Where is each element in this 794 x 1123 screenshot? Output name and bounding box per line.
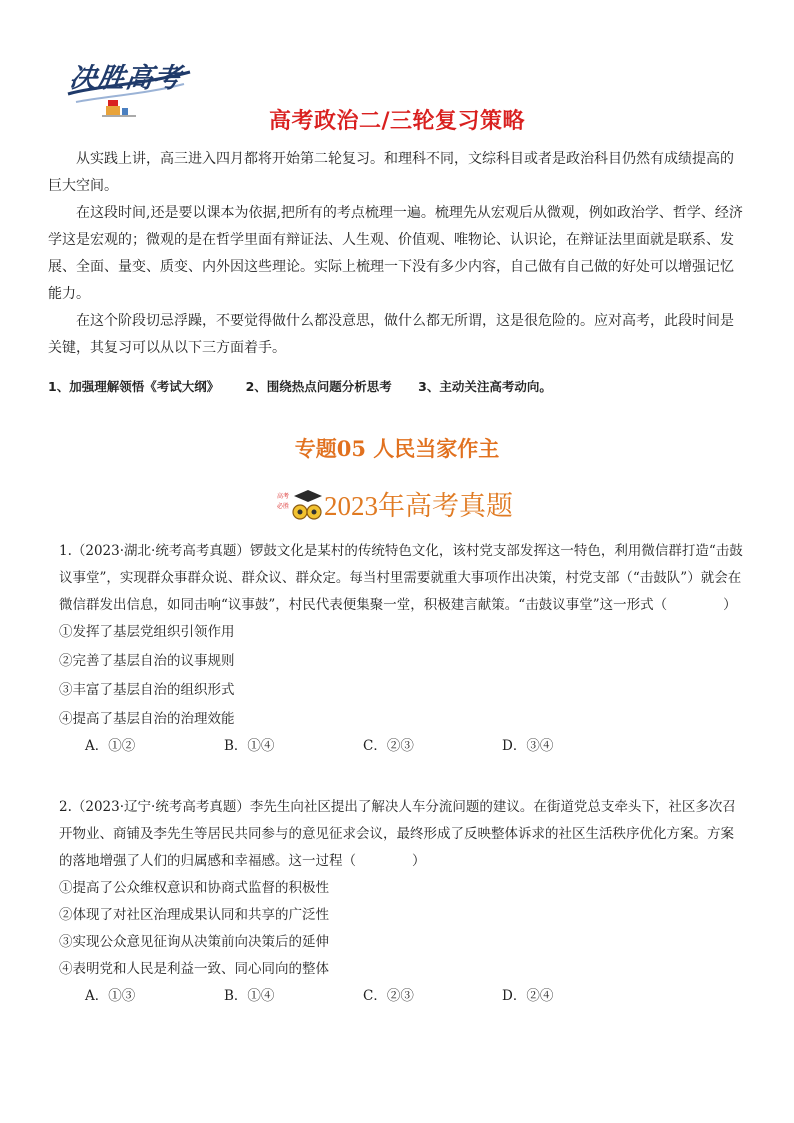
question-2	[59, 794, 745, 1010]
choice-a: A．①②	[85, 738, 136, 754]
key-point-2: 2、围绕热点问题分析思考	[245, 379, 392, 394]
intro-paragraph-2: 在这段时间,还是要以课本为依据,把所有的考点梳理一遍。梳理先从宏观后从微观，例如政治学、哲学、经济学这是宏观的；微观的是在哲学里面有辩证法、人生观、价值观、唯物论、认识论，在辩证法里面就是联系、发展、全面、量变、质变、内外因这些理论。实际上梳理一下没有多少内容，自己做有自己做的好处可以增强记忆能力。	[48, 205, 743, 302]
scholar-owl-icon	[276, 486, 322, 524]
year-icon-text-1: 高考	[277, 493, 290, 500]
question-1	[59, 538, 745, 760]
option-4: ④表明党和人民是利益一致、同心同向的整体	[59, 961, 329, 977]
question-2-text: 2.（2023·辽宁·统考高考真题）李先生向社区提出了解决人车分流问题的建议。在街道党总支牵头下，社区多次召开物业、商铺及李先生等居民共同参与的意见征求会议，最终形成了反映整体诉求的社区生活秩序优化方案。方案的落地增强了人们的归属感和幸福感。这一过程（	[59, 799, 736, 869]
section-title: 专题05 人民当家作主	[294, 436, 500, 461]
question-2-stem-end: ）	[412, 853, 426, 869]
key-point-1: 1、加强理解领悟《考试大纲》	[48, 379, 220, 394]
choice-a: A．①③	[85, 988, 136, 1004]
choice-c: C．②③	[363, 738, 414, 754]
option-2: ②完善了基层自治的议事规则	[59, 653, 235, 669]
option-2: ②体现了对社区治理成果认同和共享的广泛性	[59, 907, 329, 923]
choice-d: D．②④	[502, 988, 554, 1004]
intro-paragraph-3: 在这个阶段切忌浮躁，不要觉得做什么都没意思，做什么都无所谓，这是很危险的。应对高考，此段时间是关键，其复习可以从以下三方面着手。	[48, 313, 734, 356]
intro-paragraph-1: 从实践上讲，高三进入四月都将开始第二轮复习。和理科不同，文综科目或者是政治科目仍然有成绩提高的巨大空间。	[48, 151, 734, 194]
option-1: ①发挥了基层党组织引领作用	[59, 624, 235, 640]
choice-b: B．①④	[224, 988, 275, 1004]
intro-paragraphs	[48, 146, 746, 362]
page-title: 高考政治二/三轮复习策略	[268, 109, 526, 134]
question-1-text: 1.（2023·湖北·统考高考真题）锣鼓文化是某村的传统特色文化，该村党支部发挥这一特色，利用微信群打造“击鼓议事堂”，实现群众事群众说、群众议、群众定。每当村里需要就重大事项作出决策，村党支部（“击鼓队”）就会在微信群发出信息，如同击响“议事鼓”，村民代表便集聚一堂，积极建言献策。“击鼓议事堂”这一形式（	[59, 543, 743, 613]
key-point-3: 3、主动关注高考动向。	[418, 379, 552, 394]
choice-b: B．①④	[224, 738, 275, 754]
logo-text: 决胜高考	[67, 63, 184, 94]
year-title: 2023年高考真题	[324, 491, 513, 521]
key-points	[48, 377, 574, 395]
option-3: ③实现公众意见征询从决策前向决策后的延伸	[59, 934, 329, 950]
choice-row	[85, 983, 745, 1010]
question-1-stem	[59, 538, 745, 619]
question-1-stem-end: ）	[723, 597, 737, 613]
option-3: ③丰富了基层自治的组织形式	[59, 682, 235, 698]
choice-d: D．③④	[502, 738, 554, 754]
option-4: ④提高了基层自治的治理效能	[59, 711, 235, 727]
choice-c: C．②③	[363, 988, 414, 1004]
year-header	[0, 484, 794, 524]
question-2-stem	[59, 794, 745, 875]
option-1: ①提高了公众维权意识和协商式监督的积极性	[59, 880, 329, 896]
year-icon-text-2: 必胜	[277, 503, 290, 510]
choice-row	[85, 733, 745, 760]
